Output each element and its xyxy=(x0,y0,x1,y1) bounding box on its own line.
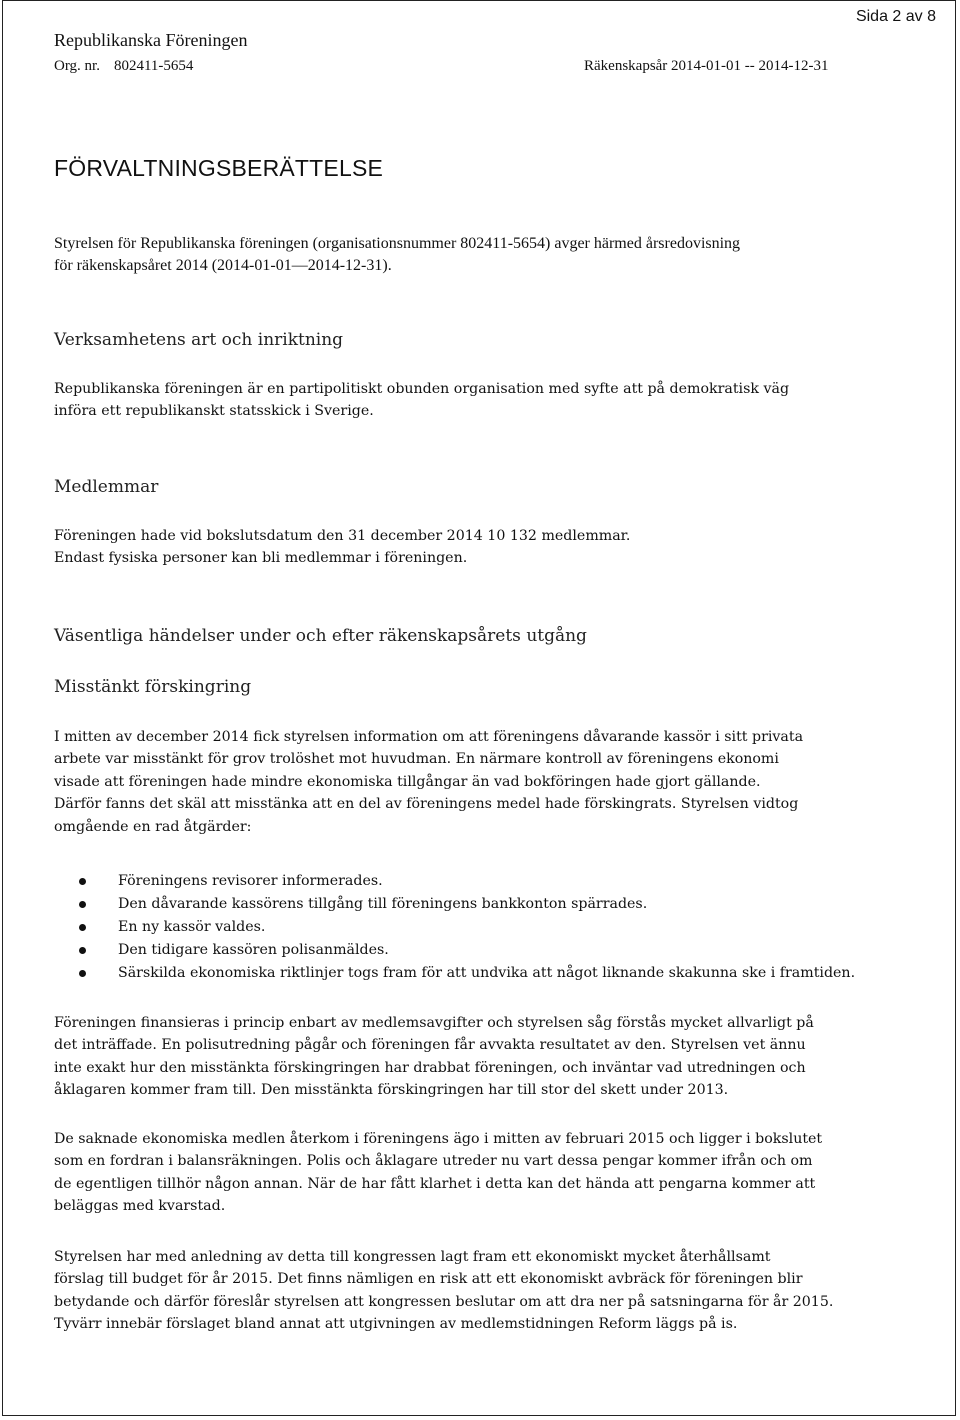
document-title: FÖRVALTNINGSBERÄTTELSE xyxy=(54,155,384,181)
measures-list xyxy=(54,870,855,985)
list-item xyxy=(54,962,855,985)
list-item-text: Föreningens revisorer informerades. xyxy=(118,873,383,889)
header-org-number xyxy=(54,58,193,75)
list-item xyxy=(54,916,855,939)
bullet-icon xyxy=(79,947,86,954)
heading-verksamhet: Verksamhetens art och inriktning xyxy=(54,330,344,350)
paragraph-verksamhet xyxy=(54,378,934,423)
header-fiscal-year: Räkenskapsår 2014-01-01 -- 2014-12-31 xyxy=(584,58,829,74)
paragraph-medlemmar xyxy=(54,525,934,570)
paragraph-line: De saknade ekonomiska medlen återkom i föreningens ägo i mitten av februari 2015 och ligger i bokslutet xyxy=(54,1131,823,1147)
subheading-forskingring: Misstänkt förskingring xyxy=(54,677,252,697)
paragraph-line: I mitten av december 2014 fick styrelsen information om att föreningens dåvarande kassör i sitt privata xyxy=(54,729,804,745)
paragraph-line: åklagaren kommer fram till. Den misstänkta förskingringen har till stor del skett under 2013. xyxy=(54,1082,729,1099)
intro-line: Styrelsen för Republikanska föreningen (organisationsnummer 802411-5654) avger härmed årsredovisning xyxy=(54,235,741,252)
heading-medlemmar: Medlemmar xyxy=(54,477,159,497)
list-item-text: Den dåvarande kassörens tillgång till föreningens bankkonton spärrades. xyxy=(118,896,648,912)
list-item xyxy=(54,939,855,962)
intro-line: för räkenskapsåret 2014 (2014-01-01—2014-12-31). xyxy=(54,257,392,274)
paragraph-forskingring-4 xyxy=(54,1246,934,1336)
intro-paragraph xyxy=(54,233,914,277)
paragraph-line: beläggas med kvarstad. xyxy=(54,1198,226,1215)
paragraph-forskingring-3 xyxy=(54,1128,934,1218)
paragraph-line: som en fordran i balansräkningen. Polis och åklagare utreder nu vart dessa pengar kommer ifrån och om xyxy=(54,1153,813,1170)
paragraph-line: införa ett republikanskt statsskick i Sverige. xyxy=(54,403,374,420)
paragraph-line: betydande och därför föreslår styrelsen att kongressen beslutar om att dra ner på satsningarna för år 2015. xyxy=(54,1293,834,1310)
page-number: Sida 2 av 8 xyxy=(855,8,936,25)
paragraph-line: visade att föreningen hade mindre ekonomiska tillgångar än vad bokföringen hade gjort gällande. xyxy=(54,773,761,790)
org-number-value: 802411-5654 xyxy=(113,58,194,74)
list-item xyxy=(54,870,855,893)
paragraph-line: Styrelsen har med anledning av detta till kongressen lagt fram ett ekonomiskt mycket återhållsamt xyxy=(54,1249,771,1265)
header-org-name: Republikanska Föreningen xyxy=(54,30,248,50)
paragraph-forskingring-1 xyxy=(54,726,934,838)
paragraph-forskingring-2 xyxy=(54,1012,934,1102)
paragraph-line: de egentligen tillhör någon annan. När de har fått klarhet i detta kan det hända att pengarna kommer att xyxy=(54,1175,816,1192)
paragraph-line: arbete var misstänkt för grov trolöshet mot huvudman. En närmare kontroll av föreningens ekonomi xyxy=(54,751,779,768)
heading-handelser: Väsentliga händelser under och efter räkenskapsårets utgång xyxy=(54,626,587,646)
list-item xyxy=(54,893,855,916)
list-item-text: Den tidigare kassören polisanmäldes. xyxy=(118,942,389,958)
list-item-text: Särskilda ekonomiska riktlinjer togs fram för att undvika att något liknande skakunna ske i framtiden. xyxy=(118,965,856,981)
paragraph-line: Endast fysiska personer kan bli medlemmar i föreningen. xyxy=(54,550,468,567)
paragraph-line: Föreningen hade vid bokslutsdatum den 31 december 2014 10 132 medlemmar. xyxy=(54,528,631,544)
bullet-icon xyxy=(79,970,86,977)
paragraph-line: Föreningen finansieras i princip enbart av medlemsavgifter och styrelsen såg förstås mycket allvarligt på xyxy=(54,1015,814,1031)
bullet-icon xyxy=(79,924,86,931)
list-item-text: En ny kassör valdes. xyxy=(118,919,266,935)
paragraph-line: omgående en rad åtgärder: xyxy=(54,818,252,835)
bullet-icon xyxy=(79,878,86,885)
paragraph-line: förslag till budget för år 2015. Det finns nämligen en risk att ett ekonomiskt avbräck för föreningen blir xyxy=(54,1271,803,1288)
org-number-label: Org. nr. xyxy=(54,58,100,74)
paragraph-line: Republikanska föreningen är en partipolitiskt obunden organisation med syfte att på demokratisk väg xyxy=(54,381,790,397)
paragraph-line: Därför fanns det skäl att misstänka att en del av föreningens medel hade förskingrats. Styrelsen vidtog xyxy=(54,796,799,813)
paragraph-line: Tyvärr innebär förslaget bland annat att utgivningen av medlemstidningen Reform läggs på is. xyxy=(54,1316,738,1333)
bullet-icon xyxy=(79,901,86,908)
paragraph-line: inte exakt hur den misstänkta förskingringen har drabbat föreningen, och inväntar vad utredningen och xyxy=(54,1059,806,1076)
paragraph-line: det inträffade. En polisutredning pågår och föreningen får avvakta resultatet av den. Styrelsen vet ännu xyxy=(54,1037,806,1054)
